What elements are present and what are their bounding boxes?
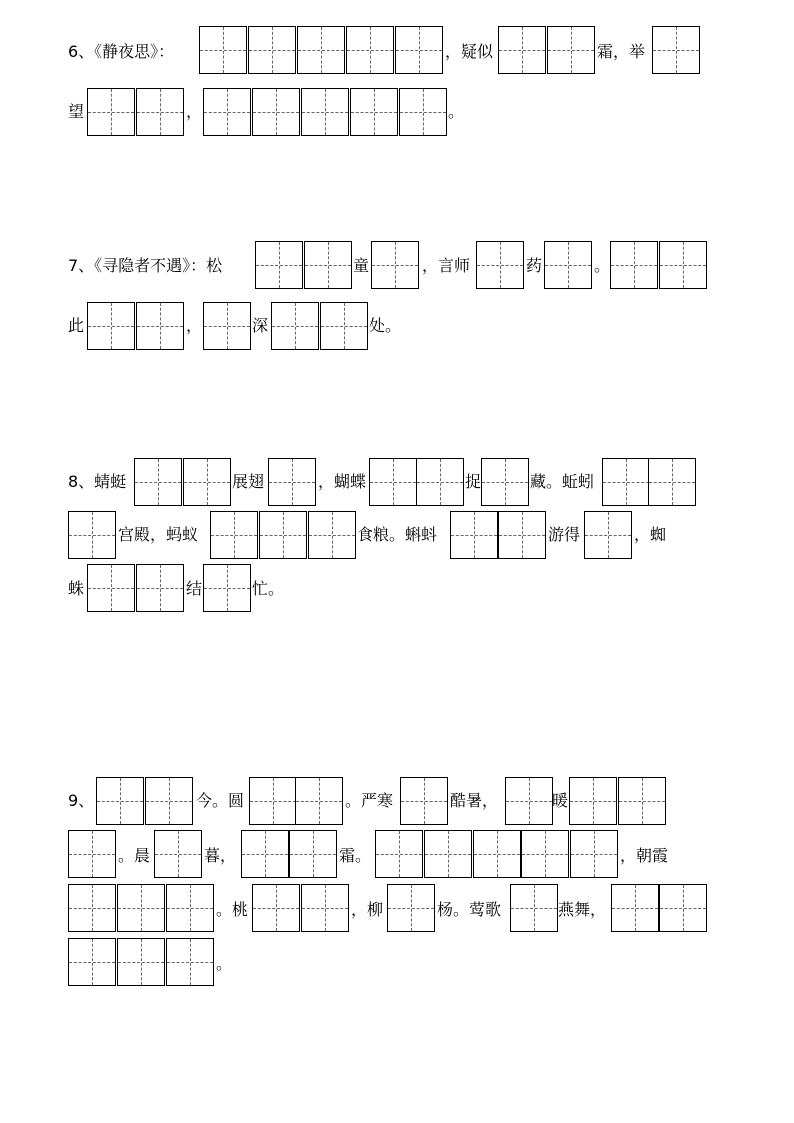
answer-box[interactable] bbox=[117, 938, 165, 986]
answer-box[interactable] bbox=[400, 777, 448, 825]
answer-box[interactable] bbox=[252, 88, 300, 136]
q8-text: 宫殿，蚂蚁 bbox=[118, 525, 199, 544]
answer-box[interactable] bbox=[203, 88, 251, 136]
q9-text-title: 9、 bbox=[68, 791, 95, 810]
answer-box[interactable] bbox=[301, 884, 349, 932]
q7-text: 处。 bbox=[369, 316, 402, 335]
answer-box[interactable] bbox=[268, 458, 316, 506]
answer-box[interactable] bbox=[166, 884, 214, 932]
q6-text: 。 bbox=[448, 102, 465, 121]
q9-text: 。 bbox=[216, 954, 233, 973]
answer-box[interactable] bbox=[134, 458, 182, 506]
answer-box[interactable] bbox=[375, 830, 423, 878]
answer-box[interactable] bbox=[241, 830, 289, 878]
q9-text: ，柳 bbox=[351, 900, 384, 919]
answer-box[interactable] bbox=[136, 88, 184, 136]
answer-box[interactable] bbox=[203, 302, 251, 350]
answer-box[interactable] bbox=[387, 884, 435, 932]
answer-box[interactable] bbox=[570, 830, 618, 878]
q8-text: 捉 bbox=[465, 472, 482, 491]
answer-box[interactable] bbox=[652, 26, 700, 74]
q9-text: 暖 bbox=[552, 791, 569, 810]
q6-text: ，疑似 bbox=[445, 42, 494, 61]
q9-text: 酷暑， bbox=[450, 791, 499, 810]
answer-box[interactable] bbox=[301, 88, 349, 136]
answer-box[interactable] bbox=[659, 884, 707, 932]
answer-box[interactable] bbox=[584, 511, 632, 559]
answer-box[interactable] bbox=[308, 511, 356, 559]
q9-text: ，朝霞 bbox=[620, 846, 669, 865]
q9-text: 暮， bbox=[204, 846, 237, 865]
answer-box[interactable] bbox=[611, 884, 659, 932]
answer-box[interactable] bbox=[183, 458, 231, 506]
answer-box[interactable] bbox=[154, 830, 202, 878]
answer-box[interactable] bbox=[166, 938, 214, 986]
answer-box[interactable] bbox=[199, 26, 247, 74]
q9-text: 燕舞， bbox=[558, 900, 607, 919]
answer-box[interactable] bbox=[350, 88, 398, 136]
q6-text: 霜，举 bbox=[597, 42, 646, 61]
answer-box[interactable] bbox=[68, 511, 116, 559]
q9-text: 今。圆 bbox=[196, 791, 245, 810]
answer-box[interactable] bbox=[68, 830, 116, 878]
answer-box[interactable] bbox=[399, 88, 447, 136]
answer-box[interactable] bbox=[96, 777, 144, 825]
q6-text: ， bbox=[186, 102, 203, 121]
q8-text: 游得 bbox=[548, 525, 581, 544]
answer-box[interactable] bbox=[289, 830, 337, 878]
answer-box[interactable] bbox=[255, 241, 303, 289]
answer-box[interactable] bbox=[117, 884, 165, 932]
answer-box[interactable] bbox=[544, 241, 592, 289]
q8-text-title: 8、蜻蜓 bbox=[68, 472, 127, 491]
answer-box[interactable] bbox=[87, 88, 135, 136]
q9-text: 。晨 bbox=[118, 846, 151, 865]
answer-box[interactable] bbox=[320, 302, 368, 350]
answer-box[interactable] bbox=[416, 458, 464, 506]
q8-text: 展翅 bbox=[232, 472, 265, 491]
answer-box[interactable] bbox=[259, 511, 307, 559]
q8-text: ，蜘 bbox=[634, 525, 667, 544]
answer-box[interactable] bbox=[145, 777, 193, 825]
answer-box[interactable] bbox=[521, 830, 569, 878]
q7-text: 童 bbox=[353, 256, 370, 275]
q7-text: ， bbox=[186, 316, 203, 335]
answer-box[interactable] bbox=[346, 26, 394, 74]
q8-text: 食粮。蝌蚪 bbox=[357, 525, 438, 544]
answer-box[interactable] bbox=[481, 458, 529, 506]
q6-text: 望 bbox=[68, 102, 85, 121]
answer-box[interactable] bbox=[87, 564, 135, 612]
answer-box[interactable] bbox=[610, 241, 658, 289]
q8-text: 藏。蚯蚓 bbox=[530, 472, 595, 491]
answer-box[interactable] bbox=[498, 511, 546, 559]
answer-box[interactable] bbox=[87, 302, 135, 350]
answer-box[interactable] bbox=[618, 777, 666, 825]
q8-text: 结 bbox=[186, 579, 203, 598]
answer-box[interactable] bbox=[136, 564, 184, 612]
q9-text: 霜。 bbox=[339, 846, 372, 865]
answer-box[interactable] bbox=[68, 938, 116, 986]
answer-box[interactable] bbox=[602, 458, 650, 506]
answer-box[interactable] bbox=[473, 830, 521, 878]
q7-text: ，言师 bbox=[422, 256, 471, 275]
q9-text: 。严寒 bbox=[345, 791, 394, 810]
answer-box[interactable] bbox=[476, 241, 524, 289]
answer-box[interactable] bbox=[547, 26, 595, 74]
q7-text-title: 7、《寻隐者不遇》：松 bbox=[68, 256, 223, 275]
answer-box[interactable] bbox=[68, 884, 116, 932]
answer-box[interactable] bbox=[136, 302, 184, 350]
answer-box[interactable] bbox=[371, 241, 419, 289]
q7-text: 。 bbox=[594, 256, 611, 275]
q9-text: 。桃 bbox=[216, 900, 249, 919]
answer-box[interactable] bbox=[505, 777, 553, 825]
answer-box[interactable] bbox=[295, 777, 343, 825]
answer-box[interactable] bbox=[248, 26, 296, 74]
answer-box[interactable] bbox=[369, 458, 417, 506]
answer-box[interactable] bbox=[297, 26, 345, 74]
answer-box[interactable] bbox=[659, 241, 707, 289]
q7-text: 深 bbox=[252, 316, 269, 335]
answer-box[interactable] bbox=[498, 26, 546, 74]
answer-box[interactable] bbox=[648, 458, 696, 506]
q8-text: ，蝴蝶 bbox=[318, 472, 367, 491]
answer-box[interactable] bbox=[510, 884, 558, 932]
q7-text: 此 bbox=[68, 316, 85, 335]
answer-box[interactable] bbox=[304, 241, 352, 289]
q6-text-title: 6、《静夜思》： bbox=[68, 42, 175, 61]
answer-box[interactable] bbox=[252, 884, 300, 932]
answer-box[interactable] bbox=[249, 777, 297, 825]
answer-box[interactable] bbox=[210, 511, 258, 559]
answer-box[interactable] bbox=[450, 511, 498, 559]
answer-box[interactable] bbox=[203, 564, 251, 612]
q7-text: 药 bbox=[526, 256, 543, 275]
answer-box[interactable] bbox=[424, 830, 472, 878]
answer-box[interactable] bbox=[569, 777, 617, 825]
answer-box[interactable] bbox=[395, 26, 443, 74]
q9-text: 杨。莺歌 bbox=[437, 900, 502, 919]
answer-box[interactable] bbox=[271, 302, 319, 350]
q8-text: 忙。 bbox=[252, 579, 285, 598]
q8-text: 蛛 bbox=[68, 579, 85, 598]
